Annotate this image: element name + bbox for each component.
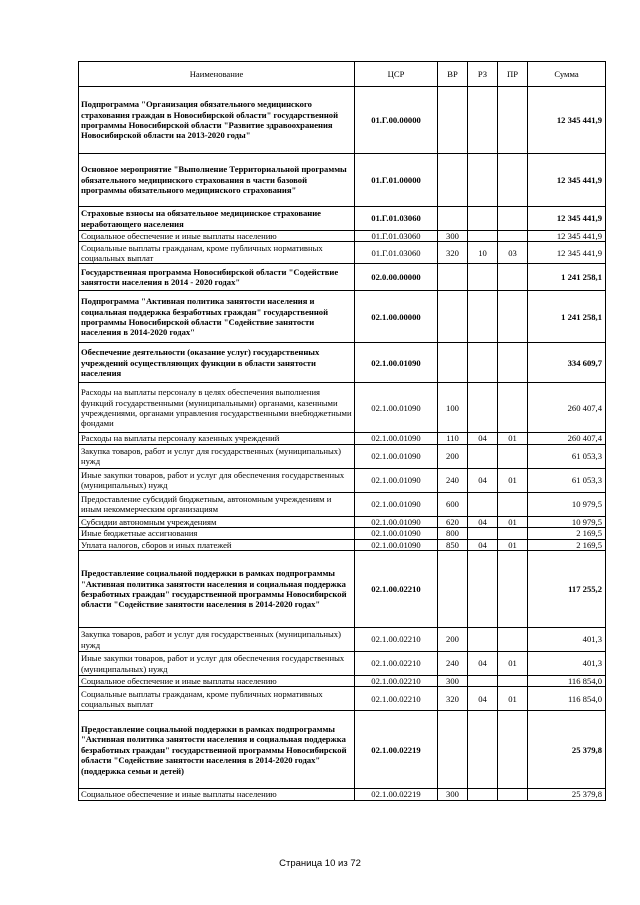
cell-name: Расходы на выплаты персоналу казенных учреждений bbox=[79, 433, 355, 444]
cell-csr: 02.1.00.01090 bbox=[355, 539, 438, 550]
cell-sum: 334 609,7 bbox=[528, 343, 606, 383]
cell-rz bbox=[468, 383, 498, 433]
cell-vr: 200 bbox=[438, 628, 468, 652]
cell-name: Субсидии автономным учреждениям bbox=[79, 516, 355, 527]
cell-rz bbox=[468, 551, 498, 628]
cell-name: Социальное обеспечение и иные выплаты населению bbox=[79, 789, 355, 800]
cell-pr: 01 bbox=[498, 687, 528, 711]
cell-csr: 01.Г.00.00000 bbox=[355, 87, 438, 154]
header-sum: Сумма bbox=[528, 62, 606, 87]
cell-pr bbox=[498, 551, 528, 628]
cell-csr: 02.1.00.01090 bbox=[355, 343, 438, 383]
cell-rz bbox=[468, 789, 498, 800]
table-row bbox=[79, 687, 606, 711]
cell-name: Социальные выплаты гражданам, кроме публичных нормативных социальных выплат bbox=[79, 687, 355, 711]
cell-sum: 401,3 bbox=[528, 628, 606, 652]
cell-name: Уплата налогов, сборов и иных платежей bbox=[79, 539, 355, 550]
cell-name: Социальные выплаты гражданам, кроме публичных нормативных социальных выплат bbox=[79, 242, 355, 264]
table-row bbox=[79, 789, 606, 800]
table-row bbox=[79, 291, 606, 343]
budget-table bbox=[78, 61, 606, 801]
table-row bbox=[79, 628, 606, 652]
cell-pr bbox=[498, 789, 528, 800]
cell-csr: 02.1.00.02210 bbox=[355, 551, 438, 628]
table-row bbox=[79, 492, 606, 516]
cell-name: Расходы на выплаты персоналу в целях обеспечения выполнения функций государственными (муниципальными) органами, казенными учреждениями, органами управления государственными внебюджетными фондами bbox=[79, 383, 355, 433]
cell-name: Социальное обеспечение и иные выплаты населению bbox=[79, 676, 355, 687]
table-row bbox=[79, 207, 606, 231]
cell-vr bbox=[438, 207, 468, 231]
cell-rz bbox=[468, 343, 498, 383]
cell-csr: 01.Г.01.03060 bbox=[355, 207, 438, 231]
table-row bbox=[79, 468, 606, 492]
cell-csr: 01.Г.01.03060 bbox=[355, 242, 438, 264]
table-row bbox=[79, 444, 606, 468]
cell-vr: 320 bbox=[438, 687, 468, 711]
table-row bbox=[79, 231, 606, 242]
cell-name: Иные закупки товаров, работ и услуг для обеспечения государственных (муниципальных) нужд bbox=[79, 468, 355, 492]
cell-vr bbox=[438, 711, 468, 789]
cell-vr: 300 bbox=[438, 676, 468, 687]
cell-csr: 02.1.00.00000 bbox=[355, 291, 438, 343]
cell-csr: 02.1.00.01090 bbox=[355, 528, 438, 539]
cell-csr: 02.0.00.00000 bbox=[355, 264, 438, 291]
page-number: Страница 10 из 72 bbox=[279, 858, 361, 869]
cell-csr: 02.1.00.02210 bbox=[355, 628, 438, 652]
cell-pr bbox=[498, 492, 528, 516]
table-row bbox=[79, 264, 606, 291]
cell-sum: 10 979,5 bbox=[528, 516, 606, 527]
cell-csr: 02.1.00.01090 bbox=[355, 433, 438, 444]
cell-sum: 12 345 441,9 bbox=[528, 207, 606, 231]
cell-pr bbox=[498, 154, 528, 207]
cell-name: Социальное обеспечение и иные выплаты населению bbox=[79, 231, 355, 242]
cell-csr: 02.1.00.02219 bbox=[355, 711, 438, 789]
cell-name: Закупка товаров, работ и услуг для государственных (муниципальных) нужд bbox=[79, 444, 355, 468]
table-row bbox=[79, 652, 606, 676]
cell-pr: 01 bbox=[498, 652, 528, 676]
cell-vr bbox=[438, 154, 468, 207]
cell-csr: 01.Г.01.00000 bbox=[355, 154, 438, 207]
cell-sum: 25 379,8 bbox=[528, 789, 606, 800]
cell-name: Предоставление социальной поддержки в рамках подпрограммы "Активная политика занятости населения и социальная поддержка безработных граждан" государственной программы Новосибирской области "Содействие занятости населения в 2014-2020 годах" (поддержка семьи и детей) bbox=[79, 711, 355, 789]
cell-rz bbox=[468, 676, 498, 687]
cell-rz bbox=[468, 87, 498, 154]
cell-pr bbox=[498, 264, 528, 291]
cell-csr: 02.1.00.01090 bbox=[355, 444, 438, 468]
cell-pr bbox=[498, 383, 528, 433]
cell-csr: 02.1.00.02210 bbox=[355, 687, 438, 711]
table-row bbox=[79, 154, 606, 207]
table-row bbox=[79, 383, 606, 433]
cell-rz bbox=[468, 207, 498, 231]
cell-csr: 02.1.00.01090 bbox=[355, 516, 438, 527]
cell-pr bbox=[498, 207, 528, 231]
cell-csr: 02.1.00.02210 bbox=[355, 652, 438, 676]
cell-vr: 300 bbox=[438, 231, 468, 242]
cell-vr bbox=[438, 343, 468, 383]
cell-name: Обеспечение деятельности (оказание услуг) государственных учреждений осуществляющих функции в области занятости населения bbox=[79, 343, 355, 383]
cell-csr: 02.1.00.01090 bbox=[355, 492, 438, 516]
cell-rz: 04 bbox=[468, 539, 498, 550]
cell-vr: 110 bbox=[438, 433, 468, 444]
cell-sum: 12 345 441,9 bbox=[528, 242, 606, 264]
cell-sum: 61 053,3 bbox=[528, 468, 606, 492]
cell-vr: 850 bbox=[438, 539, 468, 550]
cell-vr: 300 bbox=[438, 789, 468, 800]
cell-pr bbox=[498, 628, 528, 652]
cell-vr bbox=[438, 264, 468, 291]
cell-rz bbox=[468, 154, 498, 207]
cell-name: Государственная программа Новосибирской области "Содействие занятости населения в 2014 - 2020 годах" bbox=[79, 264, 355, 291]
cell-pr bbox=[498, 87, 528, 154]
cell-name: Подпрограмма "Организация обязательного медицинского страхования граждан в Новосибирской области" государственной программы Новосибирской области "Развитие здравоохранения Новосибирской области на 2013-2020 годы" bbox=[79, 87, 355, 154]
table-row bbox=[79, 343, 606, 383]
cell-name: Предоставление социальной поддержки в рамках подпрограммы "Активная политика занятости населения и социальная поддержка безработных граждан" государственной программы Новосибирской области "Содействие занятости населения в 2014-2020 годах" bbox=[79, 551, 355, 628]
cell-csr: 02.1.00.01090 bbox=[355, 468, 438, 492]
table-row bbox=[79, 433, 606, 444]
header-pr: ПР bbox=[498, 62, 528, 87]
table-body bbox=[79, 87, 606, 801]
cell-pr bbox=[498, 343, 528, 383]
cell-name: Иные закупки товаров, работ и услуг для обеспечения государственных (муниципальных) нужд bbox=[79, 652, 355, 676]
table-header-row bbox=[79, 62, 606, 87]
cell-sum: 12 345 441,9 bbox=[528, 154, 606, 207]
budget-table-sheet bbox=[78, 61, 605, 801]
cell-rz: 04 bbox=[468, 652, 498, 676]
table-row bbox=[79, 676, 606, 687]
cell-sum: 260 407,4 bbox=[528, 383, 606, 433]
cell-pr: 01 bbox=[498, 516, 528, 527]
header-csr: ЦСР bbox=[355, 62, 438, 87]
cell-pr: 01 bbox=[498, 433, 528, 444]
cell-sum: 260 407,4 bbox=[528, 433, 606, 444]
cell-csr: 02.1.00.02219 bbox=[355, 789, 438, 800]
cell-sum: 12 345 441,9 bbox=[528, 87, 606, 154]
cell-rz bbox=[468, 264, 498, 291]
cell-rz bbox=[468, 711, 498, 789]
cell-name: Предоставление субсидий бюджетным, автономным учреждениям и иным некоммерческим организациям bbox=[79, 492, 355, 516]
cell-sum: 401,3 bbox=[528, 652, 606, 676]
cell-pr: 03 bbox=[498, 242, 528, 264]
cell-csr: 02.1.00.02210 bbox=[355, 676, 438, 687]
cell-sum: 1 241 258,1 bbox=[528, 291, 606, 343]
cell-name: Страховые взносы на обязательное медицинское страхование неработающего населения bbox=[79, 207, 355, 231]
cell-sum: 61 053,3 bbox=[528, 444, 606, 468]
cell-rz bbox=[468, 628, 498, 652]
cell-rz bbox=[468, 444, 498, 468]
cell-name: Закупка товаров, работ и услуг для государственных (муниципальных) нужд bbox=[79, 628, 355, 652]
cell-pr bbox=[498, 444, 528, 468]
cell-name: Иные бюджетные ассигнования bbox=[79, 528, 355, 539]
cell-sum: 25 379,8 bbox=[528, 711, 606, 789]
cell-rz bbox=[468, 291, 498, 343]
cell-vr: 200 bbox=[438, 444, 468, 468]
cell-pr bbox=[498, 711, 528, 789]
cell-pr bbox=[498, 231, 528, 242]
header-rz: РЗ bbox=[468, 62, 498, 87]
cell-vr: 240 bbox=[438, 652, 468, 676]
table-row bbox=[79, 539, 606, 550]
cell-rz: 10 bbox=[468, 242, 498, 264]
cell-sum: 10 979,5 bbox=[528, 492, 606, 516]
cell-vr bbox=[438, 551, 468, 628]
cell-rz bbox=[468, 231, 498, 242]
table-row bbox=[79, 516, 606, 527]
cell-vr: 800 bbox=[438, 528, 468, 539]
cell-pr: 01 bbox=[498, 539, 528, 550]
cell-sum: 2 169,5 bbox=[528, 539, 606, 550]
cell-sum: 116 854,0 bbox=[528, 687, 606, 711]
cell-pr: 01 bbox=[498, 468, 528, 492]
table-row bbox=[79, 87, 606, 154]
cell-csr: 01.Г.01.03060 bbox=[355, 231, 438, 242]
cell-vr bbox=[438, 291, 468, 343]
cell-vr bbox=[438, 87, 468, 154]
cell-sum: 116 854,0 bbox=[528, 676, 606, 687]
cell-sum: 117 255,2 bbox=[528, 551, 606, 628]
cell-sum: 12 345 441,9 bbox=[528, 231, 606, 242]
cell-rz: 04 bbox=[468, 687, 498, 711]
cell-vr: 620 bbox=[438, 516, 468, 527]
cell-name: Подпрограмма "Активная политика занятости населения и социальная поддержка безработных граждан" государственной программы Новосибирской области "Содействие занятости населения в 2014-2020 годах" bbox=[79, 291, 355, 343]
cell-pr bbox=[498, 291, 528, 343]
cell-sum: 1 241 258,1 bbox=[528, 264, 606, 291]
cell-sum: 2 169,5 bbox=[528, 528, 606, 539]
header-vr: ВР bbox=[438, 62, 468, 87]
cell-csr: 02.1.00.01090 bbox=[355, 383, 438, 433]
cell-rz: 04 bbox=[468, 516, 498, 527]
cell-pr bbox=[498, 528, 528, 539]
table-row bbox=[79, 242, 606, 264]
cell-rz bbox=[468, 492, 498, 516]
table-row bbox=[79, 528, 606, 539]
cell-vr: 600 bbox=[438, 492, 468, 516]
cell-vr: 320 bbox=[438, 242, 468, 264]
table-row bbox=[79, 551, 606, 628]
cell-rz: 04 bbox=[468, 468, 498, 492]
cell-vr: 240 bbox=[438, 468, 468, 492]
cell-vr: 100 bbox=[438, 383, 468, 433]
cell-pr bbox=[498, 676, 528, 687]
cell-rz bbox=[468, 528, 498, 539]
table-row bbox=[79, 711, 606, 789]
header-name: Наименование bbox=[79, 62, 355, 87]
cell-name: Основное мероприятие "Выполнение Территориальной программы обязательного медицинского страхования в части базовой программы обязательного медицинского страхования" bbox=[79, 154, 355, 207]
cell-rz: 04 bbox=[468, 433, 498, 444]
